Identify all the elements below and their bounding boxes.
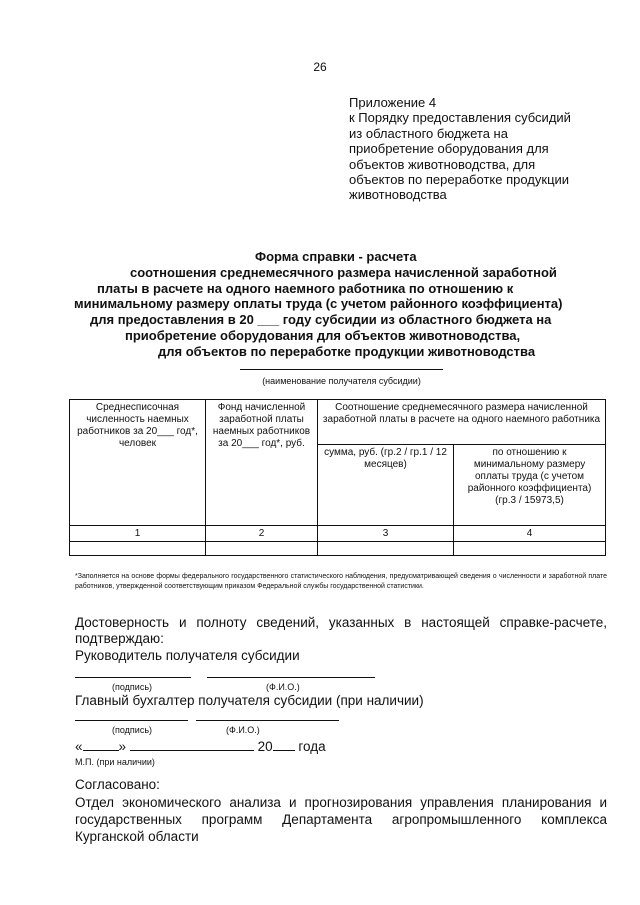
head-fio-line[interactable] [207,677,375,678]
title-line: соотношения среднемесячного размера начисленной заработной [130,264,557,280]
header-payroll-fund: Фонд начисленной заработной платы наемных работников за 20___ год*, руб. [206,400,318,526]
recipient-name-line[interactable] [240,369,443,370]
date-month-field[interactable] [130,738,254,751]
date-year-suffix: года [298,739,326,754]
table-cell-sum[interactable] [318,542,454,556]
confirm-line: Достоверность и полноту сведений, указанных в настоящей справке-расчете, [75,615,607,630]
footnote: *Заполняется на основе формы федерального государственного статистического наблюдения, предусматривающей сведения о численности и заработной плате работников, утвержденной соответствующим приказом Федеральной службы государственной статистики. [75,573,607,590]
table-cell-headcount[interactable] [70,542,206,556]
form-title [60,249,590,360]
head-fio-caption: (Ф.И.О.) [266,682,300,692]
table-cell-payroll-fund[interactable] [206,542,318,556]
appendix-line: объектов животноводства, для [349,156,536,172]
appendix-header [349,95,609,203]
column-number: 2 [206,526,318,542]
table-numbers-row [70,526,606,542]
table-cell-ratio[interactable] [454,542,606,556]
table-header-row [70,400,606,445]
agreed-line: Отдел экономического анализа и прогнозирования управления планирования и [75,795,607,810]
calculation-table [69,399,606,556]
date-day-field[interactable] [83,738,119,751]
title-line: минимальному размеру оплаты труда (с учетом районного коэффициента) [74,296,563,312]
page-number: 26 [313,60,327,74]
date-close-quote: » [118,739,127,754]
date-row [75,738,326,755]
head-label: Руководитель получателя субсидии [75,648,300,663]
header-ratio-group: Соотношение среднемесячного размера начисленной заработной платы в расчете на одного наемного работника [318,400,606,445]
column-number: 4 [454,526,606,542]
appendix-line: животноводства [349,187,447,203]
agreed-line: Курганской области [75,829,199,844]
title-line: для объектов по переработке продукции животноводства [158,343,536,359]
accountant-signature-line[interactable] [75,720,188,721]
table-row [70,542,606,556]
agreed-line: государственных программ Департамента агропромышленного комплекса [75,812,607,827]
appendix-line: к Порядку предоставления субсидий [349,110,571,126]
confirm-line: подтверждаю: [75,631,164,646]
title-line: Форма справки - расчета [255,249,417,264]
appendix-line: объектов по переработке продукции [349,172,570,188]
accountant-fio-caption: (Ф.И.О.) [226,725,260,735]
stamp-place: М.П. (при наличии) [75,757,155,767]
appendix-line: Приложение 4 [349,95,437,110]
accountant-label: Главный бухгалтер получателя субсидии (при наличии) [75,693,424,708]
accountant-fio-line[interactable] [196,720,339,721]
accountant-signature-caption: (подпись) [112,725,153,735]
recipient-caption: (наименование получателя субсидии) [262,376,421,386]
header-headcount: Среднесписочная численность наемных работников за 20___ год*, человек [70,400,206,526]
head-signature-caption: (подпись) [112,682,153,692]
column-number: 3 [318,526,454,542]
title-line: для предоставления в 20 ___ году субсидии из областного бюджета на [90,312,552,328]
appendix-line: из областного бюджета на [349,125,508,141]
agreed-label: Согласовано: [75,777,160,792]
date-year-field[interactable] [273,738,295,751]
header-sum: сумма, руб. (гр.2 / гр.1 / 12 месяцев) [318,445,454,526]
column-number: 1 [70,526,206,542]
header-ratio-to-mrot: по отношению к минимальному размеру оплаты труда (с учетом районного коэффициента) (гр.3 / 15973,5) [454,445,606,526]
date-open-quote: « [75,739,83,754]
head-signature-line[interactable] [75,677,191,678]
appendix-line: приобретение оборудования для [349,141,549,157]
date-year-prefix: 20 [257,739,273,754]
title-line: платы в расчете на одного наемного работника по отношению к [97,280,514,296]
title-line: приобретение оборудования для объектов животноводства, [125,327,521,343]
